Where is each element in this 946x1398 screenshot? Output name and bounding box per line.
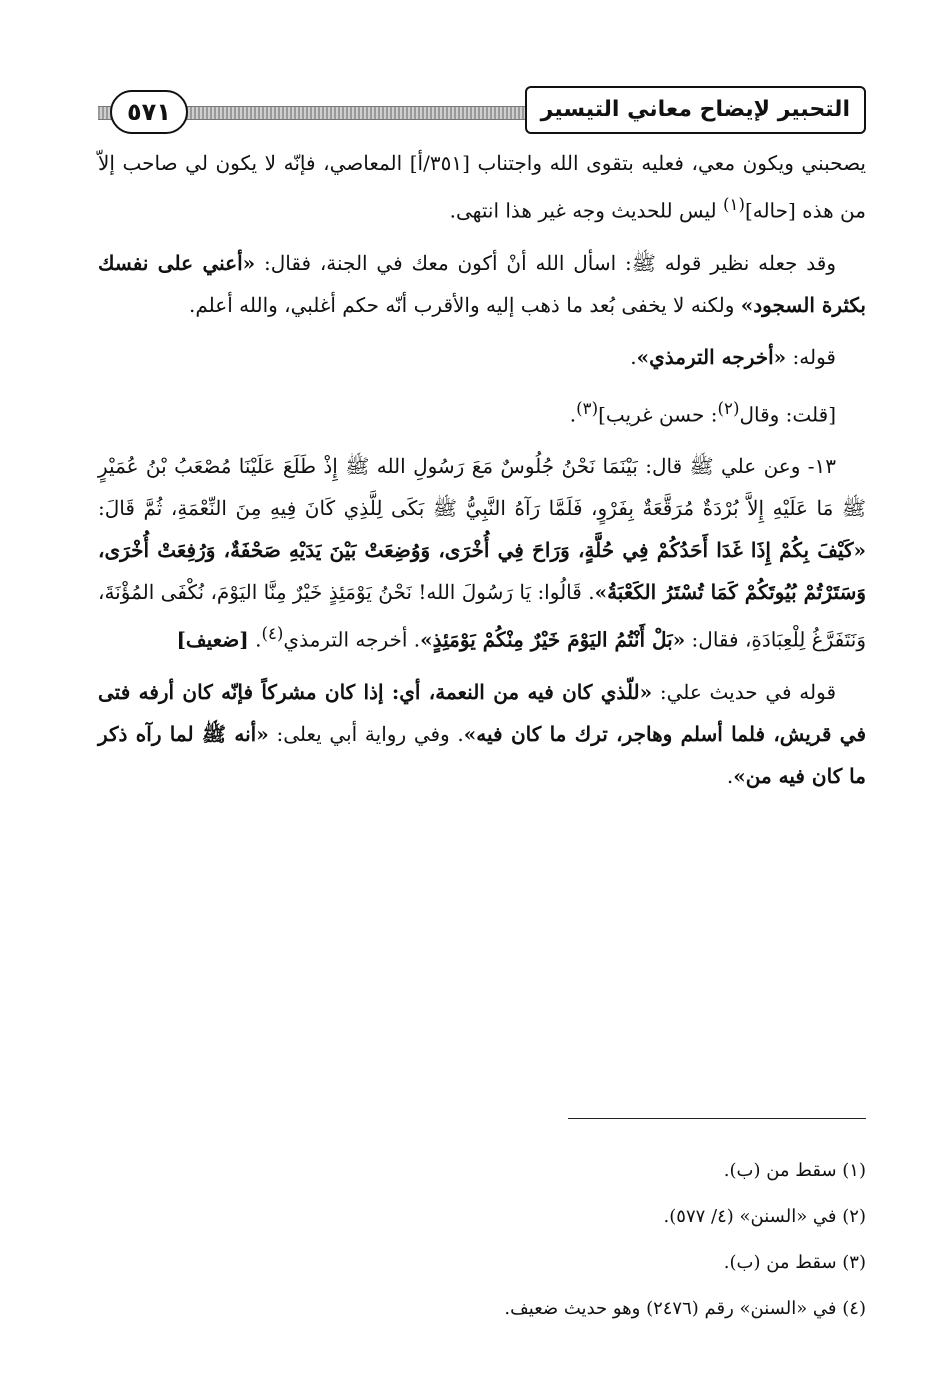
main-text [98,142,866,807]
page-number: ٥٧١ [110,90,188,134]
footnote-1: (١) سقط من (ب). [723,1160,866,1181]
paragraph-3: قوله: «أخرجه الترمذي». [630,344,836,369]
quoted-phrase: «أنه ﷺ لما رآه ذكر ما كان فيه من» [98,721,866,788]
hadith-grade: [ضعيف] [176,627,249,652]
footnote-4: (٤) في «السنن» رقم (٢٤٧٦) وهو حديث ضعيف. [504,1298,866,1319]
footnote-ref-1: (١) [722,195,745,214]
paragraph-4: [قلت: وقال$^{(٢)}$: حسن غريب]$^{(٣)}$. [569,398,836,427]
footnote-ref-4: (٤) [261,624,284,644]
page-header [98,86,866,138]
paragraph-1: يصحبني ويكون معي، فعليه بتقوى الله واجتناب [٣٥١/أ] المعاصي، فإنّه لا يكون لي صاحب إلاّ من هذه [حاله]$^{(١)}$ ليس للحديث وجه غير هذا انتهى. [98,151,866,223]
footnote-ref-3: (٣) [576,398,599,418]
hadith-quote: «كَيْفَ بِكُمْ إِذَا غَدَا أَحَدُكُمْ فِي حُلَّةٍ، وَرَاحَ فِي أُخْرَى، وَوُضِعَتْ بَيْنَ يَدَيْهِ صَحْفَةٌ، وَرُفِعَتْ أُخْرَى، وَسَتَرْتُمْ بُيُوتَكُمْ كَمَا تُسْتَرُ الكَعْبَةُ» [98,538,866,605]
paragraph-2: وقد جعله نظير قوله ﷺ: اسأل الله أنْ أكون معك في الجنة، فقال: «أعني على نفسك بكثرة السجود» ولكنه لا يخفى بُعد ما ذهب إليه والأقرب أنّه حكم أغلبي، والله أعلم. [98,250,866,317]
quoted-phrase: «للّذي كان فيه من النعمة، أي: إذا كان مشركاً فإنّه كان أرفه فتى في قريش، فلما أسلم وهاجر، ترك ما كان فيه» [98,679,867,746]
hadith-quote: «أعني على نفسك بكثرة السجود» [98,250,866,317]
paragraph-6: قوله في حديث علي: «للّذي كان فيه من النعمة، أي: إذا كان مشركاً فإنّه كان أرفه فتى في قريش، فلما أسلم وهاجر، ترك ما كان فيه». وفي رواية أبي يعلى: «أنه ﷺ لما رآه ذكر ما كان فيه من». [98,679,867,788]
footnote-2: (٢) في «السنن» (٤/ ٥٧٧). [663,1206,866,1227]
hadith-quote: «بَلْ أَنْتُمُ اليَوْمَ خَيْرٌ مِنْكُمْ يَوْمَئِذٍ» [420,627,686,652]
footnotes [98,1148,866,1332]
footnote-divider [568,1118,866,1119]
book-title: التحبير لإيضاح معاني التيسير [525,86,866,134]
footnote-ref-2: (٢) [717,398,740,418]
quoted-phrase: «أخرجه الترمذي» [636,344,787,369]
footnote-3: (٣) سقط من (ب). [723,1252,866,1273]
hadith-13: ١٣- وعن علي ﷺ قال: بَيْنَمَا نَحْنُ جُلُوسٌ مَعَ رَسُولِ الله ﷺ إِذْ طَلَعَ عَلَيْنَا مُصْعَبُ بْنُ عُمَيْرٍ ﷺ مَا عَلَيْهِ إِلاَّ بُرْدَةٌ مُرَقَّعَةٌ بِفَرْوٍ، فَلَمَّا رَآهُ النَّبِيُّ ﷺ بَكَى لِلَّذِي كَانَ فِيهِ مِنَ النِّعْمَةِ، ثُمَّ قَالَ: «كَيْفَ بِكُمْ إِذَا غَدَا أَحَدُكُمْ فِي حُلَّةٍ، وَرَاحَ فِي أُخْرَى، وَوُضِعَتْ بَيْنَ يَدَيْهِ صَحْفَةٌ، وَرُفِعَتْ أُخْرَى، وَسَتَرْتُمْ بُيُوتَكُمْ كَمَا تُسْتَرُ الكَعْبَةُ». قَالُوا: يَا رَسُولَ الله! نَحْنُ يَوْمَئِذٍ خَيْرٌ مِنَّا اليَوْمَ، نُكْفَى المُؤْنَةَ، وَنَتَفَرَّغُ لِلْعِبَادَةِ، فقال: «بَلْ أَنْتُمُ اليَوْمَ خَيْرٌ مِنْكُمْ يَوْمَئِذٍ». أخرجه الترمذي$^{(٤)}$. [ضعيف] [98,454,866,652]
